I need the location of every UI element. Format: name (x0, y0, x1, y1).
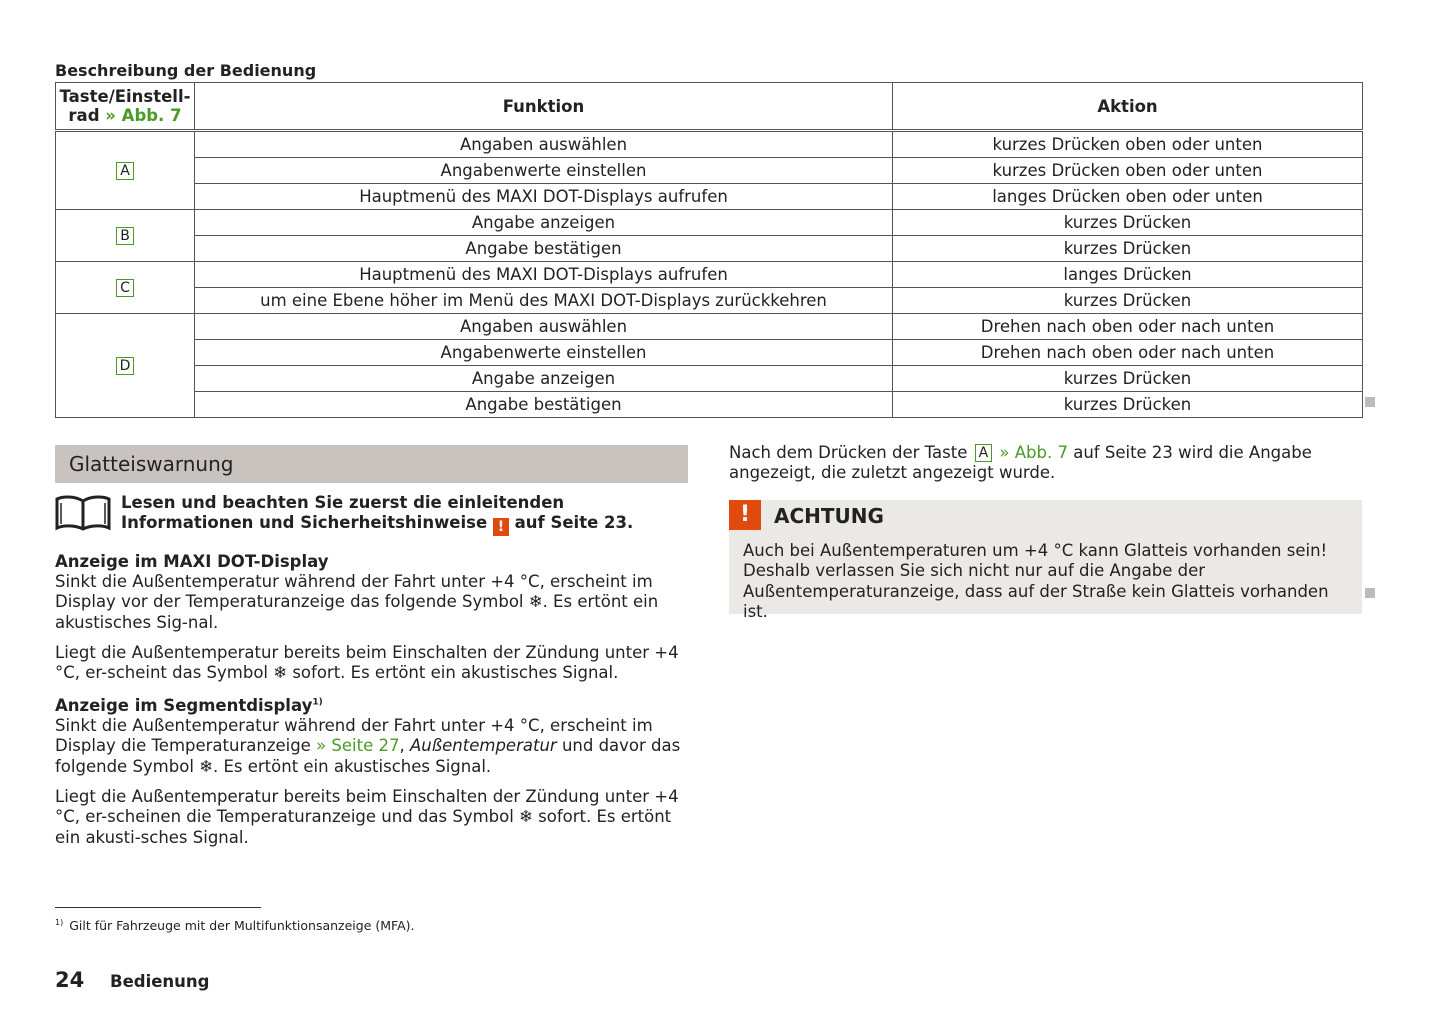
table-row (56, 366, 1363, 392)
table-row (56, 340, 1363, 366)
funktion-cell: um eine Ebene höher im Menü des MAXI DOT-Displays zurückkehren (195, 288, 893, 314)
operation-table (55, 82, 1363, 418)
aktion-cell: kurzes Drücken (893, 366, 1363, 392)
key-badge: A (116, 162, 134, 180)
aktion-cell: Drehen nach oben oder nach unten (893, 340, 1363, 366)
aktion-cell: kurzes Drücken (893, 210, 1363, 236)
table-row (56, 392, 1363, 418)
key-badge: A (975, 444, 993, 462)
safety-note: Lesen und beachten Sie zuerst die einleitenden Informationen und Sicherheitshinweise ! auf Seite 23. (121, 493, 634, 535)
key-cell (56, 314, 195, 418)
funktion-cell: Angabenwerte einstellen (195, 340, 893, 366)
key-cell (56, 131, 195, 210)
funktion-cell: Angaben auswählen (195, 314, 893, 340)
figure-link[interactable]: » Abb. 7 (105, 106, 182, 125)
paragraph: Sinkt die Außentemperatur während der Fahrt unter +4 °C, erscheint im Display vor der Temperaturanzeige das folgende Symbol ❄. Es ertönt ein akustisches Sig-nal. (55, 572, 659, 632)
footnote: $^{1)}$ Gilt für Fahrzeuge mit der Multifunktionsanzeige (MFA). (55, 918, 415, 934)
funktion-cell: Angabenwerte einstellen (195, 158, 893, 184)
paragraph: Liegt die Außentemperatur bereits beim Einschalten der Zündung unter +4 °C, er-scheinen die Temperaturanzeige und das Symbol ❄ sofort. Es ertönt ein akusti-sches Signal. (55, 787, 679, 847)
section-title: Glatteiswarnung (69, 452, 234, 476)
key-cell (56, 210, 195, 262)
aktion-cell: kurzes Drücken oben oder unten (893, 158, 1363, 184)
table-row (56, 210, 1363, 236)
figure-link[interactable]: » Abb. 7 (999, 443, 1068, 462)
funktion-cell: Hauptmenü des MAXI DOT-Displays aufrufen (195, 184, 893, 210)
funktion-cell: Hauptmenü des MAXI DOT-Displays aufrufen (195, 262, 893, 288)
subheading-segment: Anzeige im Segmentdisplay$^{1)}$ (55, 696, 323, 715)
page-number: 24 (55, 968, 85, 992)
header-funktion: Funktion (195, 83, 893, 131)
footnote-ref[interactable]: 1) (312, 697, 323, 708)
key-badge: C (116, 279, 134, 297)
footnote-divider (55, 907, 261, 908)
page-link[interactable]: » Seite 27 (316, 736, 400, 756)
page-section-name: Bedienung (110, 972, 210, 991)
aktion-cell: kurzes Drücken (893, 288, 1363, 314)
aktion-cell: kurzes Drücken (893, 236, 1363, 262)
header-taste: Taste/Einstell- rad » Abb. 7 (56, 83, 195, 131)
funktion-cell: Angaben auswählen (195, 131, 893, 158)
table-caption: Beschreibung der Bedienung (55, 61, 317, 80)
warning-box (729, 500, 1362, 622)
funktion-cell: Angabe anzeigen (195, 210, 893, 236)
funktion-cell: Angabe bestätigen (195, 392, 893, 418)
paragraph: Liegt die Außentemperatur bereits beim Einschalten der Zündung unter +4 °C, er-scheint das Symbol ❄ sofort. Es ertönt ein akustisches Signal. (55, 643, 679, 683)
table-row (56, 236, 1363, 262)
warning-icon: ! (493, 518, 509, 536)
warning-title: ACHTUNG (774, 504, 884, 528)
warning-text: Auch bei Außentemperaturen um +4 °C kann Glatteis vorhanden sein! Deshalb verlassen Sie sich nicht nur auf die Angabe der Außentemperaturanzeige, dass auf der Straße kein Glatteis vorhanden ist. (743, 541, 1329, 622)
key-cell (56, 262, 195, 314)
table-row (56, 314, 1363, 340)
table-row (56, 158, 1363, 184)
aktion-cell: Drehen nach oben oder nach unten (893, 314, 1363, 340)
subheading-maxidot: Anzeige im MAXI DOT-Display (55, 552, 329, 571)
table-row (56, 131, 1363, 158)
section-header (55, 445, 688, 483)
aktion-cell: langes Drücken (893, 262, 1363, 288)
end-marker (1365, 397, 1375, 407)
paragraph: Sinkt die Außentemperatur während der Fahrt unter +4 °C, erscheint im Display die Temperaturanzeige » Seite 27, Außentemperatur und davor das folgende Symbol ❄. Es ertönt ein akustisches Signal. (55, 716, 681, 776)
aktion-cell: kurzes Drücken (893, 392, 1363, 418)
book-icon (55, 494, 111, 536)
funktion-cell: Angabe bestätigen (195, 236, 893, 262)
funktion-cell: Angabe anzeigen (195, 366, 893, 392)
warning-icon: ! (729, 500, 761, 530)
key-badge: B (116, 227, 134, 245)
end-marker (1365, 588, 1375, 598)
header-aktion: Aktion (893, 83, 1363, 131)
table-header-row (56, 83, 1363, 131)
key-badge: D (116, 357, 135, 375)
paragraph: Nach dem Drücken der Taste A » Abb. 7 auf Seite 23 wird die Angabe angezeigt, die zuletzt angezeigt wurde. (729, 443, 1312, 483)
table-row (56, 184, 1363, 210)
table-row (56, 288, 1363, 314)
aktion-cell: kurzes Drücken oben oder unten (893, 131, 1363, 158)
table-row (56, 262, 1363, 288)
aktion-cell: langes Drücken oben oder unten (893, 184, 1363, 210)
